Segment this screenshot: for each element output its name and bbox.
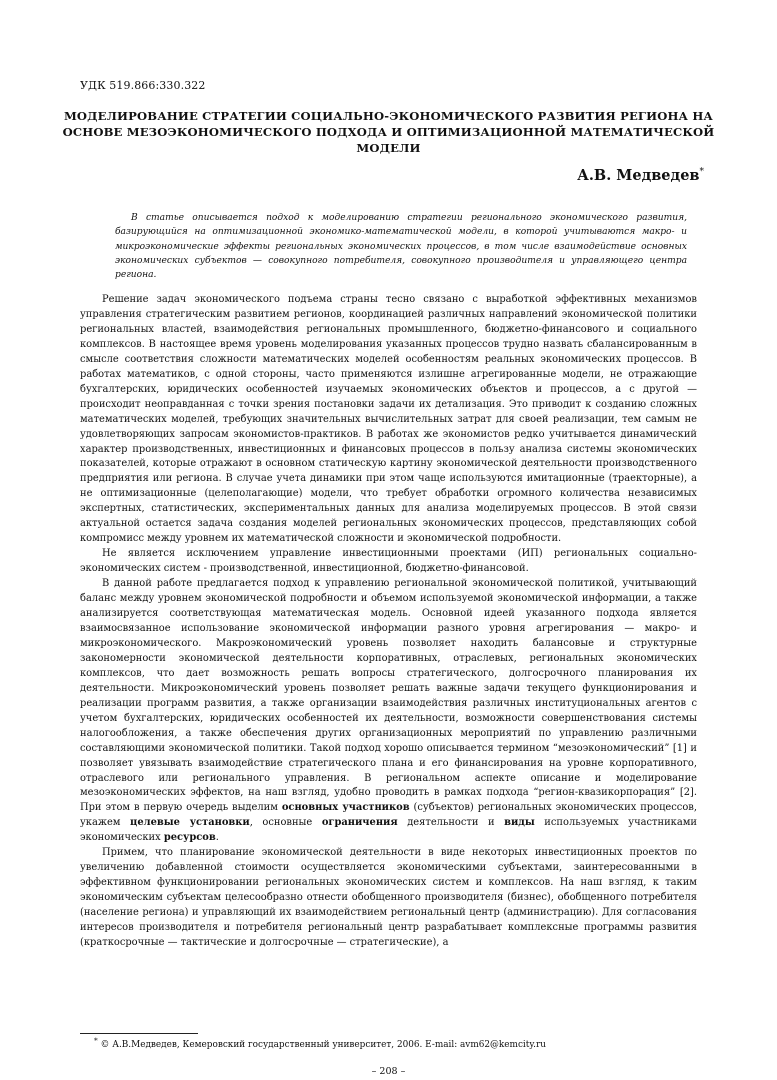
paragraph-3-text-3: , основные <box>249 817 322 829</box>
footnote-mark: * <box>94 1036 98 1045</box>
article-body <box>80 293 697 951</box>
body-paragraph-3 <box>80 577 697 846</box>
author-footnote-mark: * <box>699 167 704 178</box>
bold-term-types: виды <box>504 817 535 829</box>
paragraph-3-text-4: деятельности и <box>397 817 505 829</box>
paragraph-3-text-5: используемых участниками экономических <box>80 817 697 844</box>
footnote-text: © А.В.Медведев, Кемеровский государственный университет, 2006. E-mail: avm62@kemcity.ru <box>100 1039 546 1050</box>
article-title: МОДЕЛИРОВАНИЕ СТРАТЕГИИ СОЦИАЛЬНО-ЭКОНОМИЧЕСКОГО РАЗВИТИЯ РЕГИОНА НА ОСНОВЕ МЕЗОЭКОНОМИЧЕСКОГО ПОДХОДА И ОПТИМИЗАЦИОННОЙ МАТЕМАТИЧЕСКОЙ МОДЕЛИ <box>62 109 715 155</box>
bold-term-constraints: ограничения <box>321 817 398 829</box>
author-name: А.В. Медведев <box>577 167 700 184</box>
abstract: В статье описывается подход к моделированию стратегии регионального экономического развития, базирующийся на оптимизационной экономико-математической модели, в которой учитываются макро- и микроэкономические эффекты региональных экономических процессов, в том числе взаимодействие основных экономических субъектов — совокупного потребителя, совокупного производителя и управляющего центра региона. <box>115 213 687 281</box>
body-paragraph-1: Решение задач экономического подъема страны тесно связано с выработкой эффективных механизмов управления стратегическим развитием регионов, координацией различных направлений экономической политики региональных властей, взаимодействия региональных промышленного, бюджетно-финансового и социального комплексов. В настоящее время уровень моделирования указанных процессов трудно назвать сбалансированным в смысле соответствия сложности математических моделей особенностям реальных экономических процессов. В работах математиков, с одной стороны, часто применяются излишне агрегированные модели, не отражающие бухгалтерских, юридических особенностей изучаемых экономических объектов и процессов, а с другой — происходит неоправданная с точки зрения постановки задачи их детализация. Это приводит к созданию сложных математических моделей, требующих значительных вычислительных затрат для своей реализации, тем самым не удовлетворяющих запросам экономистов-практиков. В работах же экономистов редко учитывается динамический характер производственных, инвестиционных и финансовых процессов в пользу анализа системы экономических показателей, которые отражают в основном статическую картину экономической деятельности производственного предприятия или региона. В случае учета динамики при этом чаще используются имитационные (траекторные), а не оптимизационные (целеполагающие) модели, что требует обработки огромного количества независимых экспертных, статистических, экспериментальных данных для анализа моделируемых процессов. В этой связи актуальной остается задача создания моделей региональных экономических процессов, представляющих собой компромисс между уровнем их математической сложности и экономической подробности. <box>80 294 697 545</box>
author-line <box>577 167 704 184</box>
paragraph-3-text-6: . <box>215 832 219 844</box>
page-number: – 208 – <box>371 1066 406 1077</box>
bold-term-resources: ресурсов <box>163 832 216 844</box>
paragraph-3-text-2: (субъектов) региональных экономических процессов, укажем <box>80 802 697 829</box>
body-paragraph-4: Примем, что планирование экономической деятельности в виде некоторых инвестиционных проектов по увеличению добавленной стоимости осуществляется экономическими субъектами, заинтересованными в эффективном функционировании региональных экономических систем и комплексов. На наш взгляд, к таким экономическим субъектам целесообразно отнести обобщенного производителя (бизнес), обобщенного потребителя (население региона) и управляющий их взаимодействием региональный центр (администрацию). Для согласования интересов производителя и потребителя региональный центр разрабатывает комплексные программы развития (краткосрочные — тактические и долгосрочные — стратегические), а <box>80 847 697 948</box>
body-paragraph-2: Не является исключением управление инвестиционными проектами (ИП) региональных социально-экономических систем - производственной, инвестиционной, бюджетно-финансовой. <box>80 548 697 575</box>
footnote-divider <box>80 1033 198 1034</box>
paragraph-3-text: В данной работе предлагается подход к управлению региональной экономической политикой, учитывающий баланс между уровнем экономической подробности и объемом используемой экономической информации, а также анализируется соответствующая математическая модель. Основной идеей указанного подхода является взаимосвязанное использование экономической информации разного уровня агрегирования — макро- и микроэкономического. Макроэкономический уровень позволяет находить балансовые и структурные закономерности экономической деятельности корпоративных, отраслевых, региональных экономических комплексов, что дает возможность решать вопросы стратегического, долгосрочного планирования их деятельности. Микроэкономический уровень позволяет решать важные задачи текущего функционирования и реализации программ развития, а также организации взаимодействия различных институциональных агентов с учетом бухгалтерских, юридических особенностей их деятельности, возможности совершенствования системы налогообложения, а также обеспечения других организационных мероприятий по управлению различными составляющими экономической политики. Такой подход хорошо описывается термином “мезоэкономический” [1] и позволяет увязывать взаимодействие стратегического плана и его финансирования на уровне корпоративного, отраслевого или регионального управления. В региональном аспекте описание и моделирование мезоэкономических эффектов, на наш взгляд, удобно проводить в рамках подхода “регион-квазикорпорация” [2]. При этом в первую очередь выделим <box>80 578 697 814</box>
udk-code: УДК 519.866:330.322 <box>80 79 206 92</box>
bold-term-targets: целевые установки <box>130 817 250 829</box>
bold-term-participants: основных участников <box>281 802 410 814</box>
footnote <box>94 1036 546 1050</box>
